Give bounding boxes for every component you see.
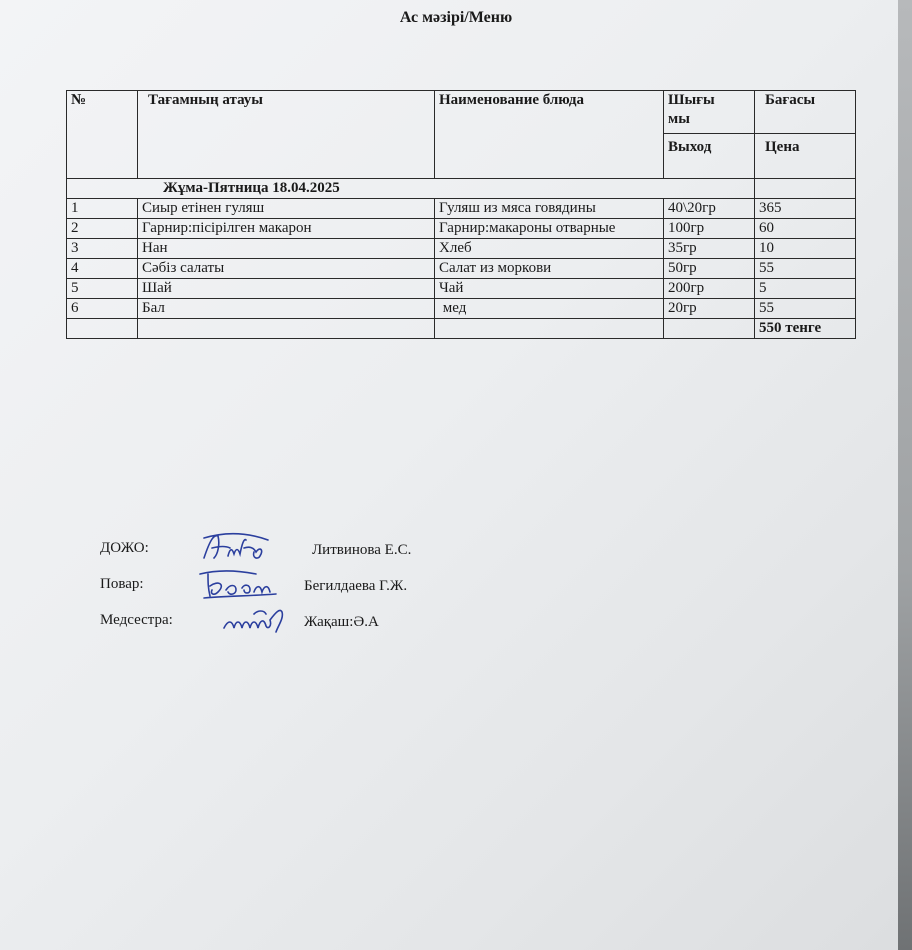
cell-num: 2 xyxy=(67,219,138,239)
cell-price: 365 xyxy=(755,199,856,219)
cell-price: 55 xyxy=(755,259,856,279)
cell-num: 4 xyxy=(67,259,138,279)
cell-num: 3 xyxy=(67,239,138,259)
header-price-ru: Цена xyxy=(755,134,856,179)
cell-name-kz: Шай xyxy=(138,279,435,299)
header-yield-kz xyxy=(664,91,755,134)
cell-num: 1 xyxy=(67,199,138,219)
cell-yield: 50гр xyxy=(664,259,755,279)
cell-yield: 35гр xyxy=(664,239,755,259)
table-header-row xyxy=(67,91,856,134)
cell-name-kz: Сиыр етінен гуляш xyxy=(138,199,435,219)
header-name-ru: Наименование блюда xyxy=(435,91,664,179)
header-yield-kz-line2: мы xyxy=(668,111,690,127)
table-row xyxy=(67,279,856,299)
cell-name-ru: Салат из моркови xyxy=(435,259,664,279)
header-yield-kz-line1: Шығы xyxy=(668,92,715,108)
cell-name-ru: Хлеб xyxy=(435,239,664,259)
signature-name: Жақаш:Ә.А xyxy=(304,614,379,630)
cell-yield: 100гр xyxy=(664,219,755,239)
cell-name-ru: Гарнир:макароны отварные xyxy=(435,219,664,239)
day-label: Жұма-Пятница 18.04.2025 xyxy=(67,179,755,199)
table-row xyxy=(67,299,856,319)
cell-name-kz: Гарнир:пісірілген макарон xyxy=(138,219,435,239)
cell-price: 5 xyxy=(755,279,856,299)
cell-name-ru: Гуляш из мяса говядины xyxy=(435,199,664,219)
cell-name-kz: Нан xyxy=(138,239,435,259)
signature-name: Литвинова Е.С. xyxy=(312,542,412,558)
cell-num: 6 xyxy=(67,299,138,319)
cell-name-kz: Бал xyxy=(138,299,435,319)
menu-table xyxy=(66,90,856,339)
header-price-kz: Бағасы xyxy=(755,91,856,134)
cell-name-kz: Сәбіз салаты xyxy=(138,259,435,279)
total-empty-3 xyxy=(435,319,664,339)
table-row xyxy=(67,219,856,239)
signature-role: ДОЖО: xyxy=(100,540,149,556)
total-empty-1 xyxy=(67,319,138,339)
day-row xyxy=(67,179,856,199)
table-row xyxy=(67,259,856,279)
handwritten-signature xyxy=(220,602,300,636)
day-row-empty xyxy=(755,179,856,199)
header-num: № xyxy=(67,91,138,179)
table-row xyxy=(67,199,856,219)
cell-price: 60 xyxy=(755,219,856,239)
page-title: Ас мәзірі/Меню xyxy=(399,9,513,26)
signature-name: Бегилдаева Г.Ж. xyxy=(304,578,408,594)
cell-num: 5 xyxy=(67,279,138,299)
cell-yield: 200гр xyxy=(664,279,755,299)
cell-price: 10 xyxy=(755,239,856,259)
total-empty-2 xyxy=(138,319,435,339)
total-row xyxy=(67,319,856,339)
background-edge xyxy=(898,0,912,950)
header-name-kz: Тағамның атауы xyxy=(138,91,435,179)
handwritten-signature xyxy=(200,530,272,564)
cell-name-ru: мед xyxy=(435,299,664,319)
cell-price: 55 xyxy=(755,299,856,319)
total-empty-4 xyxy=(664,319,755,339)
header-yield-ru: Выход xyxy=(664,134,755,179)
signature-role: Повар: xyxy=(100,576,144,592)
handwritten-signature xyxy=(196,566,280,600)
cell-name-ru: Чай xyxy=(435,279,664,299)
signature-role: Медсестра: xyxy=(100,612,173,628)
cell-yield: 20гр xyxy=(664,299,755,319)
total-price: 550 тенге xyxy=(755,319,856,339)
table-row xyxy=(67,239,856,259)
cell-yield: 40\20гр xyxy=(664,199,755,219)
